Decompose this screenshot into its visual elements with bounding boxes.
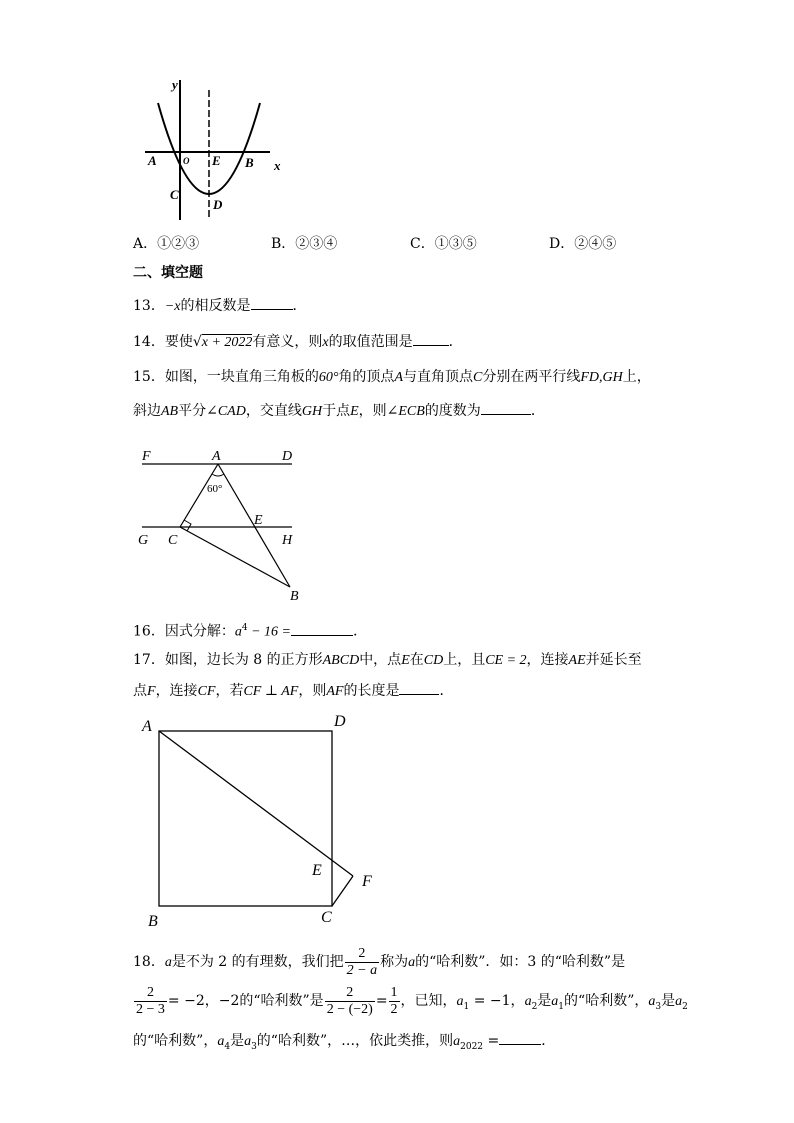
q17-text: 点 [133,683,147,699]
q18-sub: 2 [531,1001,538,1012]
q18-sub: 1 [558,1001,565,1012]
angle-arc [212,474,224,476]
q14-answer-blank[interactable] [413,331,449,346]
q18-text: = [375,993,388,1009]
q17-text: 在 [409,652,424,668]
label-f: F [142,449,151,464]
q14-num: 14．要使 [133,334,193,350]
q18-a: a [551,994,559,1009]
q18-a: a [524,994,532,1009]
q18-a: a [648,994,656,1009]
q18-fraction [325,985,375,1018]
q17-text: 中，点 [359,652,402,668]
q18-sub: 4 [224,1041,231,1052]
q18-answer-blank[interactable] [499,1030,541,1045]
q17-text: 17．如图，边长为 8 的正方形 [133,652,323,668]
square-abcd [159,731,332,906]
segment-cb [180,527,290,587]
q13-end: ． [292,298,307,314]
segment-ac [180,464,218,527]
q15-angle-cad: ∠CAD [206,404,246,419]
label-c: C [168,533,178,548]
label-c: C [170,187,179,202]
q15-text: 15．如图，一块直角三角板的 [133,369,319,385]
label-o: O [183,156,190,166]
triangle-figure [130,440,310,605]
q15-point-c: C [473,370,483,385]
q18-fraction [389,985,400,1018]
q18-sub: 3 [251,1041,257,1052]
q14-radicand: x + 2022 [201,335,253,350]
q15-text: 于点 [322,403,351,419]
q18-a: a [244,1034,252,1049]
q15-answer-blank[interactable] [481,400,531,415]
q18-text: 的“哈利数”， [564,993,649,1009]
label-a: A [212,449,221,464]
q14-text2: 的取值范围是 [328,334,413,350]
question-17-line2 [133,680,453,702]
q18-text: 的“哈利数”，…，依此类推，则 [256,1033,454,1049]
q15-text: 与直角顶点 [403,369,473,385]
q15-text: 角的顶点 [338,369,395,385]
q17-end: ． [439,683,454,699]
question-16 [133,618,357,643]
question-14 [133,331,463,353]
fraction-numerator: 2 [345,946,379,963]
q16-end: . [352,623,358,640]
q16-text: 16．因式分解： [133,623,235,640]
q17-abcd: ABCD [322,653,360,668]
q15-text: 的度数为 [424,403,481,419]
q17-text: ，连接 [155,683,198,699]
label-f: F [362,873,372,890]
choice-a: A．①②③ [133,236,200,252]
q18-sub: 2022 [460,1041,484,1052]
label-h: H [282,533,293,548]
q15-text: 斜边 [133,403,161,419]
q15-text: 平分 [178,403,207,419]
q15-text: 分别在两平行线 [482,369,581,385]
q17-text: 的长度是 [343,683,400,699]
q18-text: 是 [537,993,552,1009]
q17-text: ，连接 [526,652,569,668]
fraction-denominator: 2 [390,1001,398,1017]
q18-a: a [675,994,683,1009]
q15-ab: AB [161,404,179,419]
q18-text: = −1， [469,993,525,1009]
choice-d: D．②④⑤ [549,236,617,252]
q16-exponent: 4 [241,623,248,633]
q18-text: 是 [661,993,676,1009]
q18-text: 的“哈利数”， [133,1033,218,1049]
q18-fraction [134,985,167,1018]
question-15-line1 [133,367,651,388]
q17-ce: CE = 2 [485,653,527,668]
q18-sub: 3 [655,1001,662,1012]
q15-angle-ecb: ∠ECB [386,404,425,419]
square-figure [138,710,388,935]
q18-sub: 2 [682,1001,688,1012]
q17-point-e: E [401,653,410,668]
q17-text: ，则 [298,683,327,699]
choice-b: B．②③④ [271,236,338,252]
q18-text: 18． [133,954,165,970]
choice-c: C．①③⑤ [410,236,477,252]
fraction-numerator: 2 [134,985,167,1002]
q15-text: ，则 [358,403,387,419]
label-d: D [213,197,223,212]
q16-expr: − 16 = [247,624,291,640]
q15-gh: GH [301,404,323,419]
q13-expr: −x [164,299,181,314]
segment-af [159,731,353,876]
q15-deg: 60° [318,370,339,385]
label-b: B [245,155,254,170]
question-18-line1 [133,945,625,980]
label-x: x [274,158,281,173]
q18-text: 称为 [380,954,409,970]
q13-answer-blank[interactable] [251,295,293,310]
q17-text: 并延长至 [585,652,642,668]
label-c: C [321,909,332,926]
q18-end: ． [541,1033,556,1049]
question-13 [133,295,307,317]
section-heading: 二、填空题 [133,265,203,281]
q18-a: a [453,1034,461,1049]
q14-end: ． [448,334,463,350]
q17-text: 上，且 [443,652,486,668]
label-a: A [148,153,157,168]
q18-text: 的“哈利数”．如：3 的“哈利数”是 [415,954,626,970]
label-b: B [290,589,299,604]
label-y: y [172,77,178,92]
q18-fraction [345,946,379,979]
label-d: D [334,713,346,730]
q15-text: 上， [622,369,651,385]
q18-a: a [217,1034,225,1049]
q18-var-a: a [164,955,172,970]
q17-perp: CF ⊥ AF [243,684,299,699]
fraction-denominator: 2 − 3 [136,1001,165,1017]
label-g: G [138,533,149,548]
label-d: D [282,449,293,464]
q17-cf: CF [197,684,216,699]
q18-sub: 1 [463,1001,470,1012]
q15-end: ． [530,403,545,419]
q18-text: 是不为 2 的有理数，我们把 [171,954,344,970]
q18-text: = −2，−2的“哈利数”是 [167,993,324,1009]
fraction-denominator: 2 − (−2) [326,1001,373,1017]
q16-var: a [234,624,242,640]
q15-point-e: E [350,404,359,419]
q15-lines: FD,GH [580,370,623,385]
q17-text: ，若 [215,683,244,699]
q17-af: AF [326,684,344,699]
fraction-numerator: 2 [325,985,375,1002]
label-e: E [212,153,221,168]
q17-ae: AE [568,653,586,668]
sqrt-sign: √ [192,334,202,350]
label-angle: 60° [207,483,223,495]
q14-text: 有意义，则 [252,334,323,350]
label-e: E [254,513,263,528]
label-e: E [312,862,322,879]
q15-point-a: A [394,370,403,385]
question-18-line2 [133,984,688,1024]
fraction-denominator: 2 − a [346,962,378,978]
q18-a: a [456,994,464,1009]
parabola-figure [140,75,290,225]
q13-num: 13． [133,298,165,314]
segment-cf [332,876,353,906]
q17-point-f: F [147,684,156,699]
q18-var-a: a [408,955,416,970]
question-17-line1 [133,650,642,671]
question-15-line2 [133,400,545,422]
q17-answer-blank[interactable] [399,680,439,695]
q18-text: ，已知， [400,993,457,1009]
q18-text: 是 [230,1033,245,1049]
fraction-numerator: 1 [390,984,398,1000]
q13-text: 的相反数是 [180,298,251,314]
label-a: A [142,718,152,735]
question-18-line3 [133,1030,555,1057]
q17-cd: CD [423,653,444,668]
q16-answer-blank[interactable] [291,621,353,636]
q15-text: ，交直线 [245,403,302,419]
q14-var: x [322,335,329,350]
q18-text: = [483,1033,500,1049]
label-b: B [148,913,158,930]
